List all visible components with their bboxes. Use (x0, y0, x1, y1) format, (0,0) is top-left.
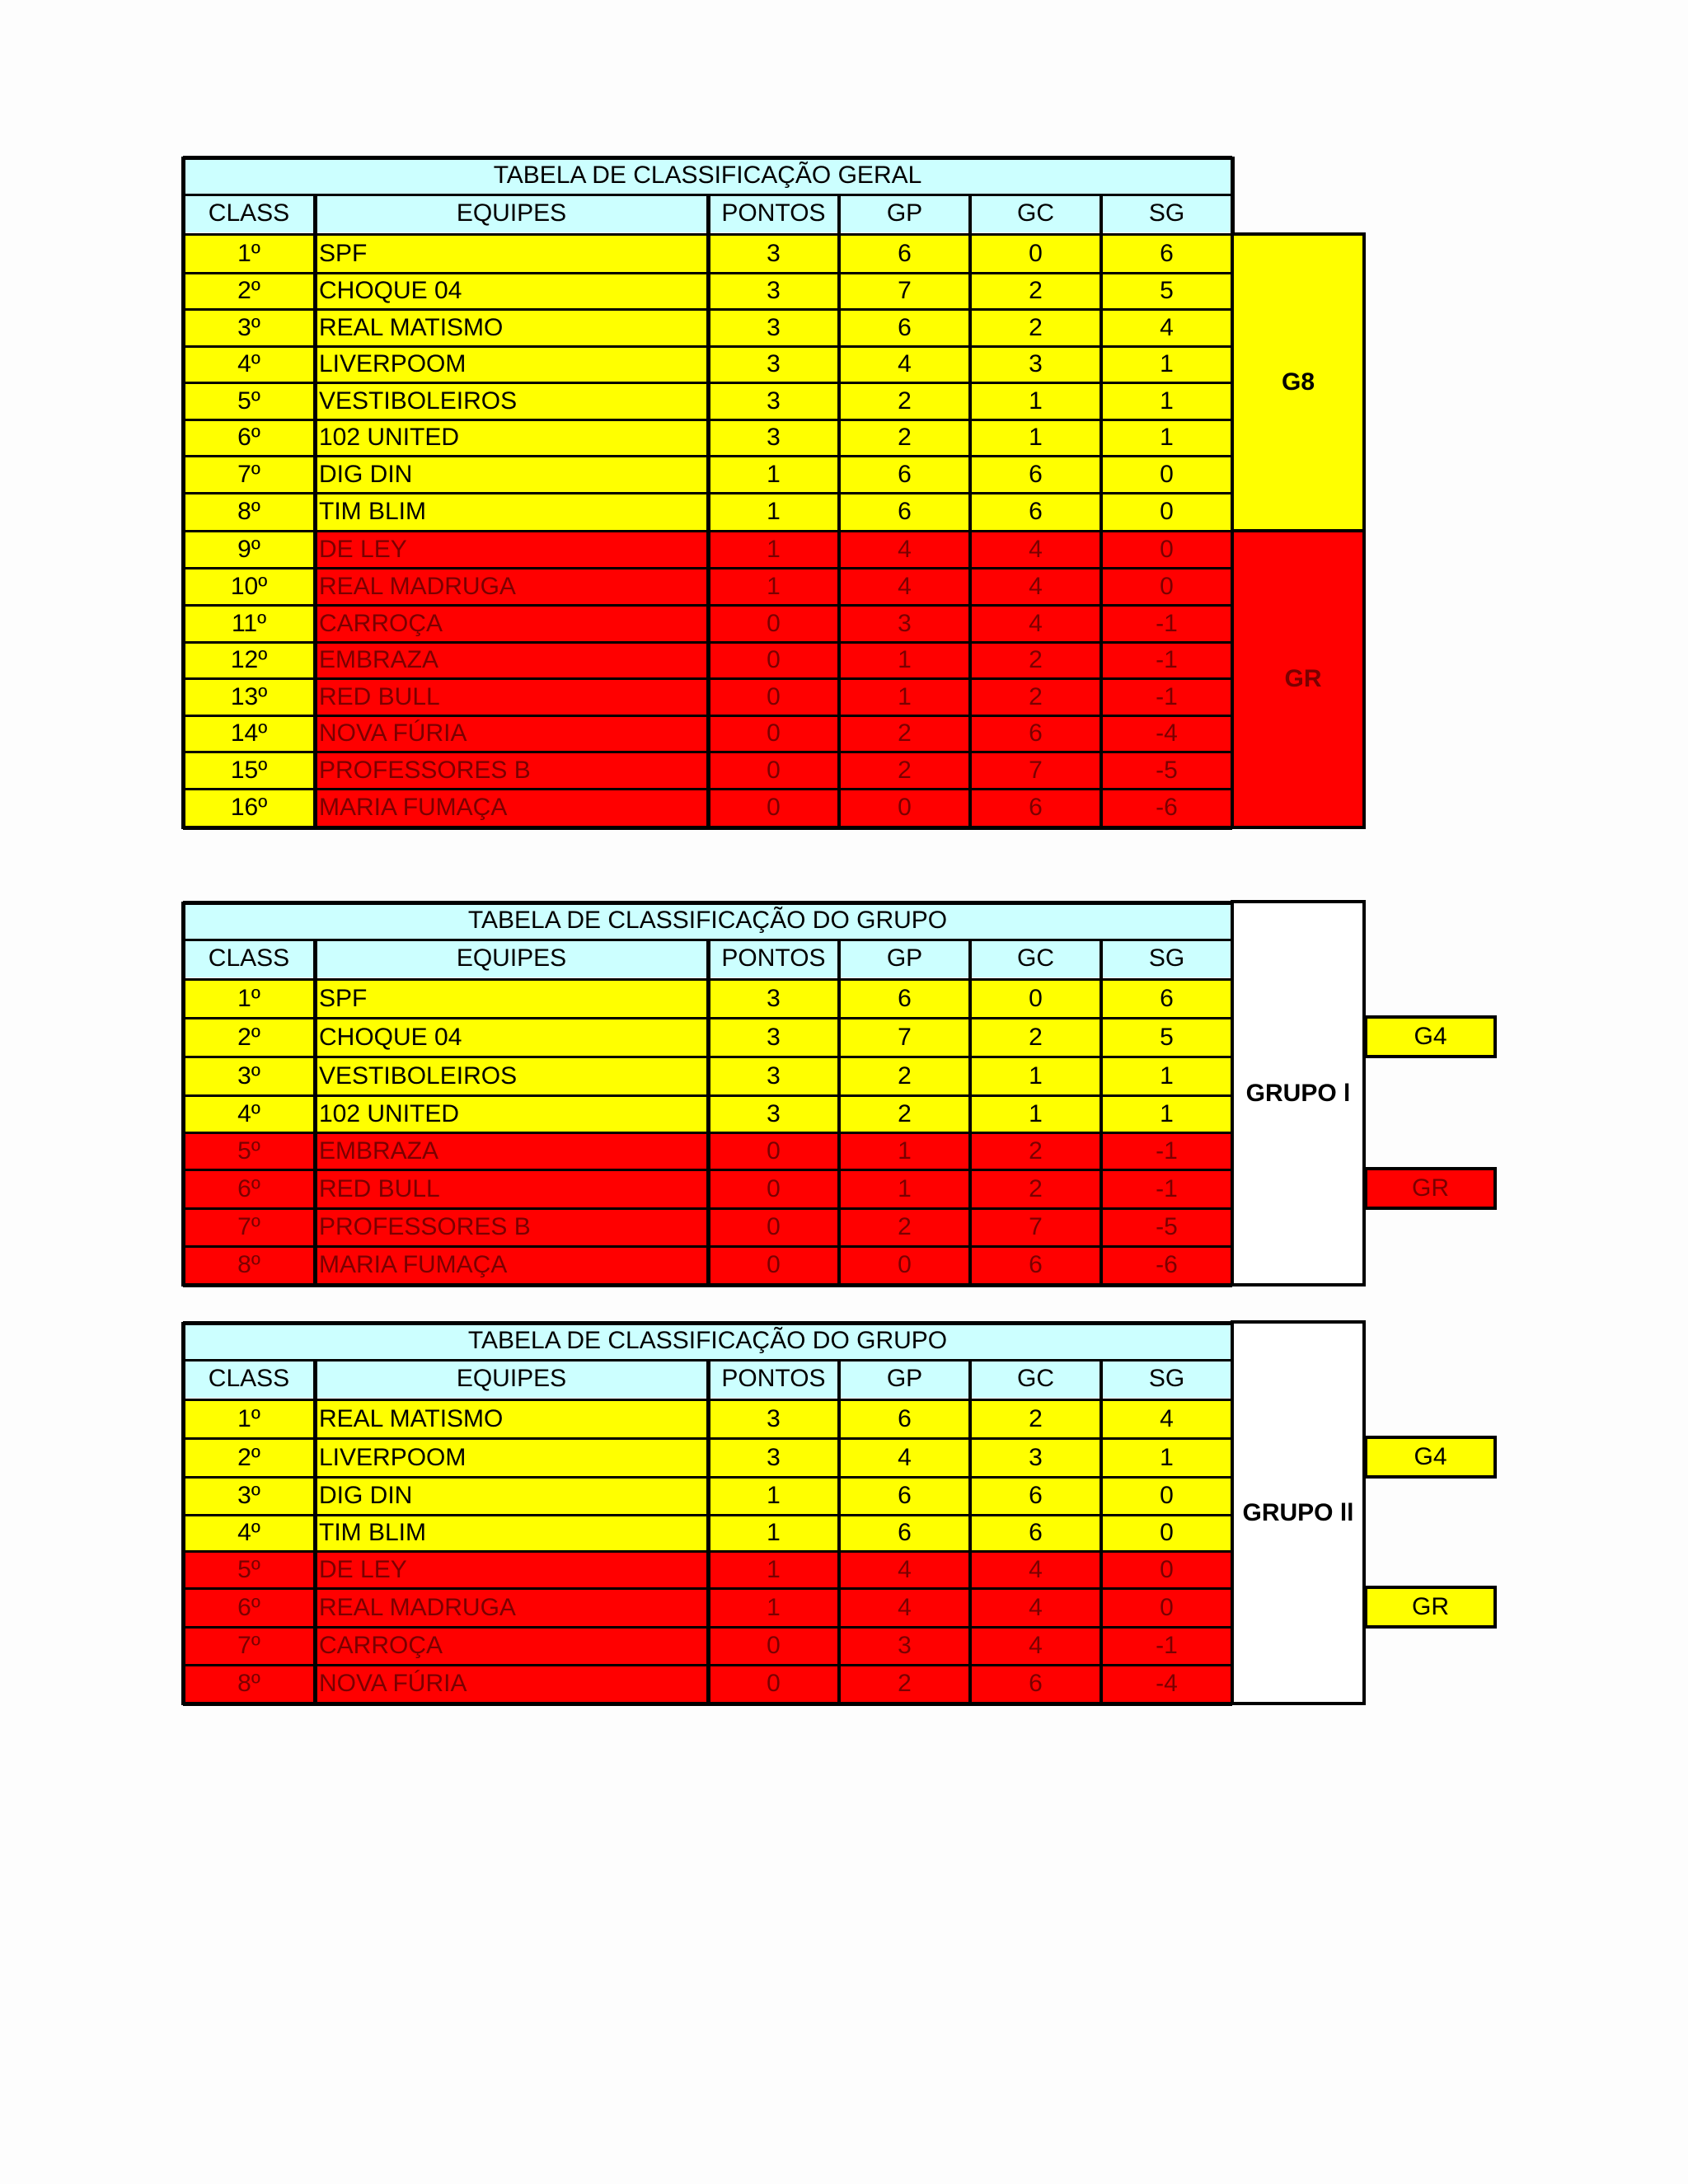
table-cell-gp: 1 (839, 678, 970, 715)
column-header-class: CLASS (183, 1360, 315, 1398)
table-cell-team: DE LEY (315, 1551, 708, 1588)
table-cell-gc: 6 (970, 1515, 1101, 1551)
table-cell-gc: 2 (970, 1132, 1101, 1169)
table-cell-gc: 1 (970, 382, 1101, 419)
column-header-gc: GC (970, 1360, 1101, 1398)
grid-line (183, 1321, 1232, 1325)
table-cell-gp: 2 (839, 1665, 970, 1703)
table-cell-team: NOVA FÚRIA (315, 1665, 708, 1703)
column-header-class: CLASS (183, 194, 315, 232)
grid-line (313, 1360, 317, 1703)
column-header-equipes: EQUIPES (315, 1360, 708, 1398)
table-cell-gc: 7 (970, 1208, 1101, 1246)
table-cell-team: TIM BLIM (315, 1515, 708, 1551)
table-cell-pts: 1 (708, 456, 839, 493)
table-cell-pts: 0 (708, 605, 839, 642)
table-cell-class: 6º (183, 1169, 315, 1208)
table-cell-pts: 0 (708, 715, 839, 752)
table-cell-pts: 0 (708, 1665, 839, 1703)
table-cell-team: MARIA FUMAÇA (315, 789, 708, 827)
table-cell-sg: 0 (1101, 531, 1232, 568)
table-cell-class: 15º (183, 752, 315, 789)
table-cell-team: REAL MATISMO (315, 309, 708, 346)
table-cell-gp: 7 (839, 273, 970, 309)
table-cell-class: 1º (183, 979, 315, 1018)
table-cell-pts: 1 (708, 1551, 839, 1588)
table-cell-sg: 1 (1101, 346, 1232, 382)
table-cell-class: 14º (183, 715, 315, 752)
table-cell-class: 16º (183, 789, 315, 827)
side-label-gr: GR (1231, 529, 1366, 829)
table-cell-gc: 4 (970, 568, 1101, 605)
table-cell-pts: 1 (708, 493, 839, 531)
table-cell-gc: 6 (970, 1246, 1101, 1284)
column-header-pontos: PONTOS (708, 194, 839, 232)
table-cell-sg: 1 (1101, 1057, 1232, 1095)
table-cell-sg: 0 (1101, 493, 1232, 531)
column-header-gc: GC (970, 194, 1101, 232)
column-header-gp: GP (839, 194, 970, 232)
table-cell-team: CHOQUE 04 (315, 273, 708, 309)
table-cell-gc: 2 (970, 678, 1101, 715)
table-cell-pts: 3 (708, 1438, 839, 1477)
table-cell-gp: 6 (839, 979, 970, 1018)
table-cell-sg: -4 (1101, 1665, 1232, 1703)
column-header-pontos: PONTOS (708, 1360, 839, 1398)
table-cell-gp: 2 (839, 1095, 970, 1132)
table-cell-gc: 4 (970, 1588, 1101, 1627)
grid-line (837, 194, 841, 827)
table-cell-team: REAL MATISMO (315, 1399, 708, 1438)
table-cell-class: 6º (183, 1588, 315, 1627)
table-cell-team: CHOQUE 04 (315, 1018, 708, 1057)
table-cell-class: 2º (183, 1018, 315, 1057)
column-header-pontos: PONTOS (708, 940, 839, 977)
table-cell-gc: 3 (970, 346, 1101, 382)
table-cell-gc: 4 (970, 1627, 1101, 1665)
table-cell-pts: 0 (708, 789, 839, 827)
grid-line (706, 194, 710, 827)
table-cell-team: PROFESSORES B (315, 752, 708, 789)
table-title: TABELA DE CLASSIFICAÇÃO GERAL (183, 157, 1232, 194)
table-cell-class: 11º (183, 605, 315, 642)
grid-line (181, 157, 185, 829)
table-cell-gp: 4 (839, 346, 970, 382)
table-cell-gc: 2 (970, 273, 1101, 309)
grid-line (968, 940, 972, 1284)
table-cell-gc: 6 (970, 493, 1101, 531)
table-cell-gc: 1 (970, 1095, 1101, 1132)
grid-line (181, 902, 185, 1286)
table-cell-sg: -6 (1101, 789, 1232, 827)
column-header-sg: SG (1101, 194, 1232, 232)
table-cell-gp: 2 (839, 419, 970, 456)
table-cell-class: 3º (183, 1477, 315, 1515)
column-header-sg: SG (1101, 940, 1232, 977)
table-cell-gc: 4 (970, 1551, 1101, 1588)
grid-line (313, 940, 317, 1284)
table-cell-team: REAL MADRUGA (315, 568, 708, 605)
qualification-tag-g4: G4 (1364, 1015, 1497, 1058)
table-cell-sg: 6 (1101, 979, 1232, 1018)
table-cell-class: 3º (183, 1057, 315, 1095)
table-cell-team: VESTIBOLEIROS (315, 1057, 708, 1095)
table-cell-team: SPF (315, 979, 708, 1018)
table-cell-team: SPF (315, 234, 708, 273)
table-cell-pts: 3 (708, 309, 839, 346)
table-cell-pts: 0 (708, 678, 839, 715)
table-cell-class: 9º (183, 531, 315, 568)
table-cell-gc: 2 (970, 309, 1101, 346)
table-cell-class: 4º (183, 1515, 315, 1551)
table-cell-sg: 1 (1101, 1438, 1232, 1477)
table-cell-team: RED BULL (315, 678, 708, 715)
group-label: GRUPO l (1231, 900, 1366, 1286)
table-cell-sg: -1 (1101, 642, 1232, 678)
table-cell-gc: 6 (970, 1477, 1101, 1515)
table-cell-sg: -1 (1101, 1132, 1232, 1169)
table-cell-team: LIVERPOOM (315, 346, 708, 382)
table-cell-sg: 0 (1101, 1477, 1232, 1515)
table-cell-class: 4º (183, 1095, 315, 1132)
table-title: TABELA DE CLASSIFICAÇÃO DO GRUPO (183, 902, 1232, 940)
grid-line (837, 940, 841, 1284)
table-cell-pts: 3 (708, 273, 839, 309)
table-cell-gc: 1 (970, 1057, 1101, 1095)
table-cell-sg: 0 (1101, 1551, 1232, 1588)
table-cell-class: 7º (183, 1208, 315, 1246)
table-cell-pts: 0 (708, 1246, 839, 1284)
table-cell-pts: 3 (708, 1095, 839, 1132)
table-cell-pts: 3 (708, 419, 839, 456)
table-cell-pts: 1 (708, 1515, 839, 1551)
table-cell-gp: 2 (839, 382, 970, 419)
table-cell-gc: 2 (970, 1018, 1101, 1057)
table-cell-gp: 6 (839, 1515, 970, 1551)
table-cell-pts: 3 (708, 1018, 839, 1057)
table-cell-pts: 3 (708, 346, 839, 382)
table-cell-gp: 2 (839, 1208, 970, 1246)
table-cell-pts: 3 (708, 979, 839, 1018)
table-cell-class: 8º (183, 1246, 315, 1284)
table-cell-class: 1º (183, 1399, 315, 1438)
table-cell-team: CARROÇA (315, 605, 708, 642)
table-cell-pts: 0 (708, 1169, 839, 1208)
column-header-sg: SG (1101, 1360, 1232, 1398)
table-cell-pts: 3 (708, 234, 839, 273)
column-header-gc: GC (970, 940, 1101, 977)
table-cell-team: RED BULL (315, 1169, 708, 1208)
table-cell-class: 10º (183, 568, 315, 605)
table-cell-gp: 7 (839, 1018, 970, 1057)
grid-line (968, 1360, 972, 1703)
table-cell-class: 8º (183, 493, 315, 531)
table-cell-pts: 3 (708, 382, 839, 419)
table-cell-pts: 1 (708, 531, 839, 568)
table-cell-sg: 0 (1101, 568, 1232, 605)
table-cell-team: DE LEY (315, 531, 708, 568)
table-cell-class: 2º (183, 273, 315, 309)
table-cell-sg: 1 (1101, 419, 1232, 456)
table-cell-gc: 6 (970, 715, 1101, 752)
table-cell-pts: 1 (708, 1588, 839, 1627)
table-cell-team: MARIA FUMAÇA (315, 1246, 708, 1284)
grid-line (706, 940, 710, 1284)
table-cell-gc: 6 (970, 1665, 1101, 1703)
table-cell-sg: -4 (1101, 715, 1232, 752)
column-header-equipes: EQUIPES (315, 940, 708, 977)
table-cell-sg: -6 (1101, 1246, 1232, 1284)
table-cell-team: 102 UNITED (315, 1095, 708, 1132)
table-cell-team: VESTIBOLEIROS (315, 382, 708, 419)
grid-line (1100, 194, 1103, 827)
grid-line (1100, 940, 1103, 1284)
table-cell-sg: 1 (1101, 1095, 1232, 1132)
table-cell-pts: 1 (708, 1477, 839, 1515)
table-cell-sg: 4 (1101, 309, 1232, 346)
table-cell-team: PROFESSORES B (315, 1208, 708, 1246)
table-cell-class: 6º (183, 419, 315, 456)
table-cell-gc: 4 (970, 531, 1101, 568)
table-cell-class: 8º (183, 1665, 315, 1703)
table-cell-gc: 6 (970, 456, 1101, 493)
table-cell-gc: 2 (970, 1399, 1101, 1438)
grid-line (1100, 1360, 1103, 1703)
table-cell-gp: 4 (839, 531, 970, 568)
table-cell-pts: 0 (708, 752, 839, 789)
table-cell-pts: 0 (708, 1627, 839, 1665)
table-cell-pts: 3 (708, 1399, 839, 1438)
table-cell-team: REAL MADRUGA (315, 1588, 708, 1627)
table-cell-gp: 4 (839, 1551, 970, 1588)
table-cell-class: 1º (183, 234, 315, 273)
table-cell-sg: 0 (1101, 1588, 1232, 1627)
table-cell-pts: 3 (708, 1057, 839, 1095)
table-cell-gc: 7 (970, 752, 1101, 789)
table-cell-gc: 3 (970, 1438, 1101, 1477)
table-cell-team: NOVA FÚRIA (315, 715, 708, 752)
table-cell-class: 5º (183, 382, 315, 419)
table-cell-pts: 0 (708, 1132, 839, 1169)
column-header-gp: GP (839, 1360, 970, 1398)
table-cell-gc: 0 (970, 979, 1101, 1018)
qualification-tag-gr: GR (1364, 1586, 1497, 1629)
table-cell-gp: 2 (839, 715, 970, 752)
table-cell-gp: 6 (839, 1477, 970, 1515)
table-cell-team: 102 UNITED (315, 419, 708, 456)
table-cell-gc: 2 (970, 642, 1101, 678)
table-cell-gp: 4 (839, 568, 970, 605)
qualification-tag-gr: GR (1364, 1167, 1497, 1210)
table-cell-class: 13º (183, 678, 315, 715)
grid-line (183, 901, 1232, 905)
table-cell-gc: 6 (970, 789, 1101, 827)
grid-line (313, 194, 317, 827)
table-cell-sg: 0 (1101, 456, 1232, 493)
table-cell-gp: 6 (839, 493, 970, 531)
column-header-equipes: EQUIPES (315, 194, 708, 232)
table-cell-gc: 1 (970, 419, 1101, 456)
table-cell-gp: 0 (839, 789, 970, 827)
table-cell-team: LIVERPOOM (315, 1438, 708, 1477)
table-cell-sg: 1 (1101, 382, 1232, 419)
table-cell-sg: -5 (1101, 1208, 1232, 1246)
table-title: TABELA DE CLASSIFICAÇÃO DO GRUPO (183, 1322, 1232, 1360)
grid-line (706, 1360, 710, 1703)
table-cell-gp: 6 (839, 234, 970, 273)
table-cell-sg: 0 (1101, 1515, 1232, 1551)
table-cell-sg: -1 (1101, 678, 1232, 715)
table-cell-sg: 6 (1101, 234, 1232, 273)
table-cell-gp: 4 (839, 1588, 970, 1627)
table-cell-gp: 6 (839, 456, 970, 493)
table-cell-gp: 3 (839, 1627, 970, 1665)
table-cell-class: 7º (183, 1627, 315, 1665)
table-cell-gp: 2 (839, 1057, 970, 1095)
table-cell-sg: -5 (1101, 752, 1232, 789)
table-cell-sg: -1 (1101, 605, 1232, 642)
table-cell-gp: 1 (839, 642, 970, 678)
table-cell-gp: 1 (839, 1132, 970, 1169)
grid-line (968, 194, 972, 827)
table-cell-class: 12º (183, 642, 315, 678)
table-cell-gp: 3 (839, 605, 970, 642)
grid-line (183, 156, 1232, 160)
grid-line (181, 1322, 185, 1705)
table-cell-gp: 6 (839, 1399, 970, 1438)
table-cell-sg: -1 (1101, 1169, 1232, 1208)
table-cell-gp: 4 (839, 1438, 970, 1477)
column-header-gp: GP (839, 940, 970, 977)
table-cell-gc: 2 (970, 1169, 1101, 1208)
table-cell-pts: 1 (708, 568, 839, 605)
table-cell-gc: 0 (970, 234, 1101, 273)
table-cell-class: 5º (183, 1132, 315, 1169)
table-cell-team: DIG DIN (315, 456, 708, 493)
table-cell-pts: 0 (708, 642, 839, 678)
table-cell-team: CARROÇA (315, 1627, 708, 1665)
table-cell-class: 3º (183, 309, 315, 346)
table-cell-gp: 2 (839, 752, 970, 789)
table-cell-gp: 1 (839, 1169, 970, 1208)
table-cell-sg: 4 (1101, 1399, 1232, 1438)
table-cell-team: EMBRAZA (315, 1132, 708, 1169)
qualification-tag-g4: G4 (1364, 1436, 1497, 1479)
table-cell-team: TIM BLIM (315, 493, 708, 531)
table-cell-gp: 6 (839, 309, 970, 346)
group-label: GRUPO ll (1231, 1320, 1366, 1705)
table-cell-team: DIG DIN (315, 1477, 708, 1515)
table-cell-class: 2º (183, 1438, 315, 1477)
side-label-g8: G8 (1231, 232, 1366, 532)
table-cell-sg: 5 (1101, 1018, 1232, 1057)
table-cell-class: 5º (183, 1551, 315, 1588)
table-cell-sg: 5 (1101, 273, 1232, 309)
table-cell-team: EMBRAZA (315, 642, 708, 678)
table-cell-class: 7º (183, 456, 315, 493)
table-cell-pts: 0 (708, 1208, 839, 1246)
table-cell-class: 4º (183, 346, 315, 382)
grid-line (837, 1360, 841, 1703)
table-cell-sg: -1 (1101, 1627, 1232, 1665)
column-header-class: CLASS (183, 940, 315, 977)
table-cell-gc: 4 (970, 605, 1101, 642)
table-cell-gp: 0 (839, 1246, 970, 1284)
